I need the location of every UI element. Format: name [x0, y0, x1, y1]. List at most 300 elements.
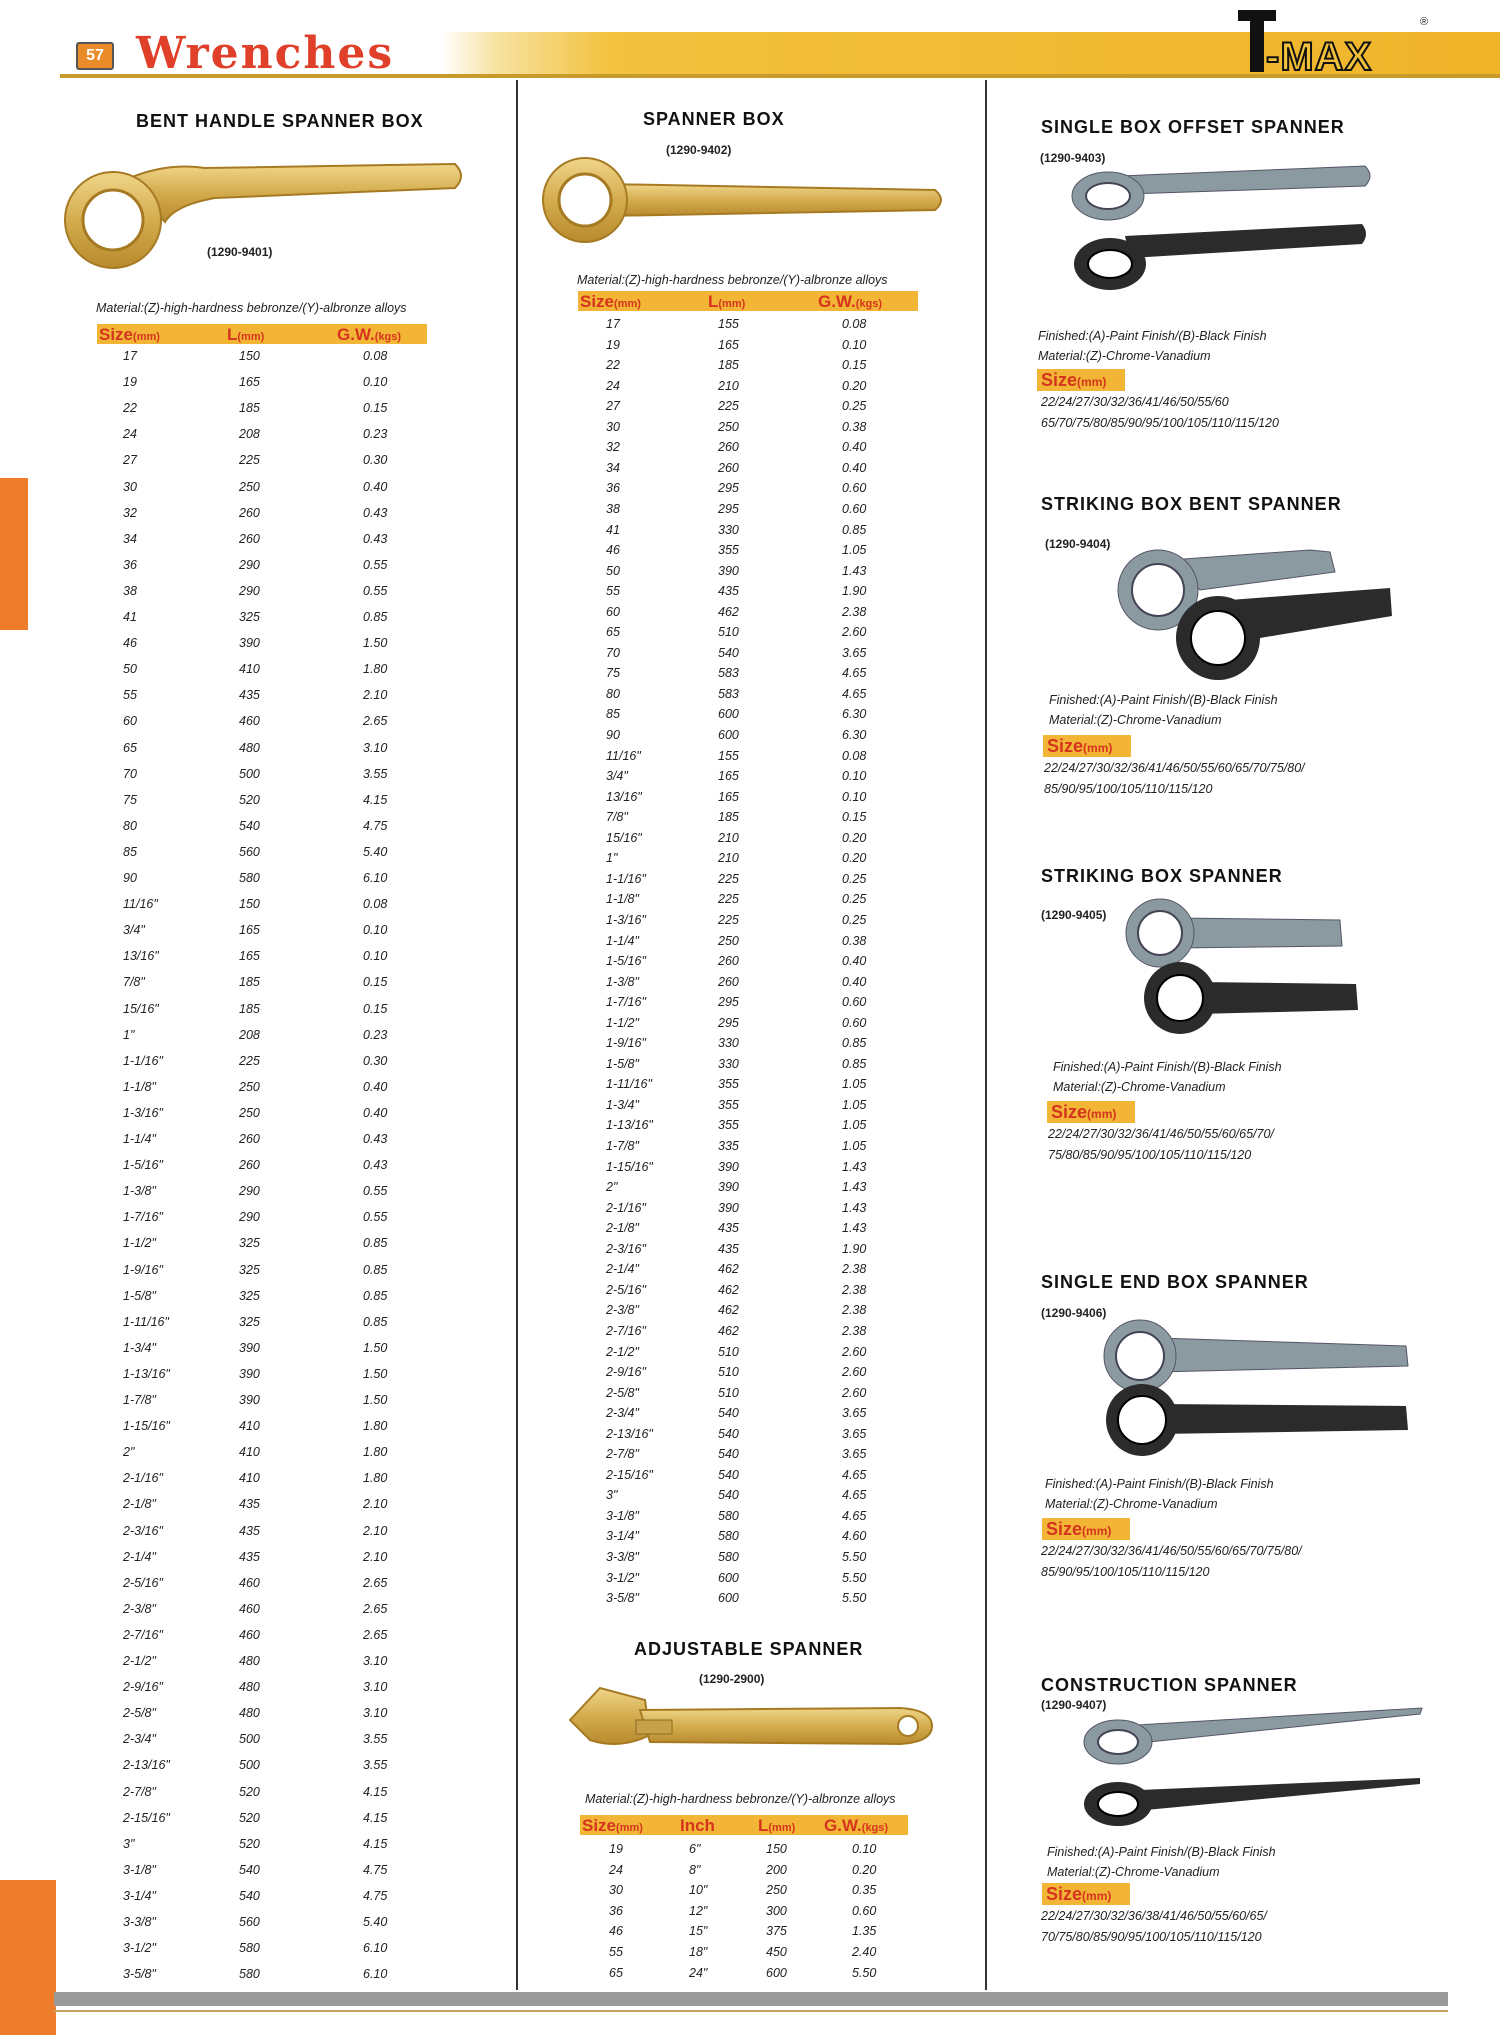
table-cell: 2-7/8" — [123, 1784, 156, 1799]
spanner-box-table-header — [578, 291, 918, 311]
table-cell: 4.60 — [842, 1529, 867, 1544]
table-cell: 0.20 — [852, 1862, 877, 1877]
table-cell: 3.55 — [363, 1732, 388, 1747]
table-cell: 0.40 — [842, 974, 867, 989]
table-cell: 150 — [239, 897, 260, 912]
construction-size-header: Size(mm) — [1042, 1883, 1130, 1905]
table-cell: 1-9/16" — [606, 1036, 646, 1051]
col-length-header: L(mm) — [227, 325, 265, 344]
table-cell: 2.65 — [363, 1627, 388, 1642]
table-cell: 85 — [606, 707, 620, 722]
table-cell: 600 — [718, 728, 739, 742]
table-cell: 1-3/4" — [606, 1097, 639, 1112]
table-cell: 520 — [239, 1810, 260, 1825]
striking-bent-title: STRIKING BOX BENT SPANNER — [1041, 494, 1342, 514]
table-cell: 0.30 — [363, 1053, 388, 1068]
col-weight-header: G.W.(kgs) — [818, 292, 883, 311]
table-cell: 1" — [123, 1027, 135, 1042]
table-cell: 1-1/4" — [606, 933, 639, 948]
table-cell: 1.90 — [842, 584, 867, 599]
table-cell: 0.85 — [363, 1236, 388, 1251]
table-cell: 4.15 — [363, 1784, 388, 1799]
table-cell: 1.80 — [363, 662, 388, 677]
table-cell: 15" — [689, 1924, 708, 1939]
bent-handle-table-header — [97, 324, 427, 344]
table-cell: 600 — [718, 707, 739, 722]
table-cell: 540 — [718, 1426, 739, 1441]
table-cell: 0.10 — [363, 949, 388, 964]
table-cell: 225 — [718, 871, 739, 886]
col-length-header: L(mm) — [708, 292, 746, 311]
table-cell: 0.55 — [363, 583, 388, 598]
table-cell: 520 — [239, 1836, 260, 1851]
table-cell: 580 — [239, 1967, 260, 1982]
table-cell: 1.05 — [842, 1139, 867, 1153]
table-cell: 462 — [718, 1303, 739, 1318]
striking-box-material: Material:(Z)-Chrome-Vanadium — [1053, 1080, 1226, 1094]
offset-spanner-material: Material:(Z)-Chrome-Vanadium — [1038, 349, 1211, 363]
table-cell: 3" — [123, 1836, 135, 1851]
table-cell: 4.15 — [363, 1836, 388, 1851]
table-cell: 0.55 — [363, 557, 388, 572]
table-cell: 0.15 — [363, 1001, 388, 1016]
table-cell: 355 — [718, 1077, 739, 1092]
table-cell: 36 — [606, 481, 620, 496]
footer-rule — [54, 2010, 1448, 2012]
table-cell: 0.20 — [842, 378, 867, 393]
table-cell: 27 — [123, 453, 137, 468]
offset-spanner-title: SINGLE BOX OFFSET SPANNER — [1041, 117, 1345, 137]
table-cell: 460 — [239, 1575, 260, 1590]
table-cell: 0.55 — [363, 1210, 388, 1225]
table-cell: 1.50 — [363, 636, 388, 651]
table-cell: 2-1/2" — [606, 1344, 639, 1359]
table-cell: 22 — [606, 358, 620, 373]
table-cell: 1-3/16" — [606, 912, 646, 927]
adjustable-table-header — [580, 1815, 908, 1835]
table-cell: 2.65 — [363, 1575, 388, 1590]
table-cell: 500 — [239, 766, 260, 781]
table-cell: 580 — [239, 1941, 260, 1956]
table-cell: 300 — [766, 1903, 787, 1918]
table-cell: 55 — [123, 688, 137, 703]
table-cell: 75 — [606, 666, 620, 681]
bent-handle-wrench-image — [55, 150, 465, 260]
table-cell: 520 — [239, 1784, 260, 1799]
construction-material: Material:(Z)-Chrome-Vanadium — [1047, 1865, 1220, 1879]
table-cell: 165 — [239, 923, 260, 938]
table-cell: 24 — [609, 1862, 623, 1877]
bent-handle-code: (1290-9401) — [207, 245, 273, 259]
table-cell: 0.30 — [363, 453, 388, 468]
table-cell: 0.10 — [842, 337, 867, 352]
construction-finish: Finished:(A)-Paint Finish/(B)-Black Finish — [1047, 1845, 1276, 1859]
table-cell: 0.40 — [842, 440, 867, 455]
table-cell: 560 — [239, 844, 260, 859]
table-cell: 6.10 — [363, 871, 388, 885]
table-cell: 500 — [239, 1732, 260, 1747]
table-cell: 0.25 — [842, 912, 867, 927]
table-cell: 510 — [718, 625, 739, 640]
column-divider-2 — [985, 80, 987, 1990]
registered-mark: ® — [1420, 16, 1429, 28]
table-cell: 410 — [239, 662, 260, 677]
table-cell: 17 — [123, 349, 137, 363]
construction-title: CONSTRUCTION SPANNER — [1041, 1675, 1298, 1695]
table-cell: 510 — [718, 1365, 739, 1380]
table-cell: 3-1/2" — [123, 1941, 156, 1956]
table-cell: 460 — [239, 1601, 260, 1616]
table-cell: 3-1/4" — [606, 1529, 639, 1544]
table-cell: 1.05 — [842, 1097, 867, 1112]
table-cell: 2-5/8" — [123, 1706, 156, 1721]
table-cell: 4.15 — [363, 792, 388, 807]
table-cell: 0.15 — [842, 358, 867, 373]
table-cell: 165 — [718, 337, 739, 352]
table-cell: 4.65 — [842, 1467, 867, 1482]
spanner-box-material: Material:(Z)-high-hardness bebronze/(Y)-albronze alloys — [577, 273, 888, 287]
table-cell: 540 — [718, 1488, 739, 1503]
table-cell: 150 — [239, 349, 260, 363]
table-cell: 10" — [689, 1883, 708, 1898]
table-cell: 24 — [606, 378, 620, 393]
table-cell: 260 — [718, 440, 739, 455]
table-cell: 3.10 — [363, 1654, 388, 1668]
table-cell: 0.55 — [363, 1184, 388, 1199]
table-cell: 65 — [606, 625, 620, 640]
table-cell: 2.60 — [842, 625, 867, 640]
table-cell: 1-5/8" — [606, 1056, 639, 1071]
table-cell: 2.60 — [842, 1385, 867, 1400]
table-cell: 1-5/16" — [123, 1158, 163, 1173]
table-cell: 250 — [239, 1105, 260, 1120]
table-cell: 250 — [718, 419, 739, 434]
table-cell: 0.25 — [842, 871, 867, 886]
striking-bent-material: Material:(Z)-Chrome-Vanadium — [1049, 713, 1222, 727]
table-cell: 12" — [689, 1903, 708, 1918]
table-cell: 1.90 — [842, 1241, 867, 1256]
table-cell: 2-15/16" — [123, 1810, 170, 1825]
table-cell: 0.40 — [363, 1105, 388, 1120]
table-cell: 85 — [123, 844, 137, 859]
table-cell: 2.65 — [363, 714, 388, 729]
sizes-line: 85/90/95/100/105/110/115/120 — [1041, 1565, 1210, 1579]
table-cell: 1-15/16" — [123, 1419, 170, 1434]
table-cell: 1.43 — [842, 1159, 867, 1174]
table-cell: 5.50 — [852, 1965, 877, 1980]
table-cell: 90 — [606, 728, 620, 742]
table-cell: 250 — [766, 1883, 787, 1898]
table-cell: 290 — [239, 1210, 260, 1225]
table-cell: 4.15 — [363, 1810, 388, 1825]
table-cell: 165 — [718, 769, 739, 784]
table-cell: 19 — [123, 375, 137, 390]
table-cell: 208 — [239, 1027, 260, 1042]
table-cell: 583 — [718, 686, 739, 701]
table-cell: 0.85 — [363, 1262, 388, 1277]
table-cell: 355 — [718, 543, 739, 558]
side-marker-bottom — [0, 1880, 56, 2035]
table-cell: 2-1/16" — [123, 1471, 163, 1486]
table-cell: 2-3/4" — [123, 1732, 156, 1747]
table-cell: 2" — [606, 1180, 618, 1195]
table-cell: 3.10 — [363, 1680, 388, 1695]
table-cell: 5.40 — [363, 1915, 388, 1929]
sizes-line: 70/75/80/85/90/95/100/105/110/115/120 — [1041, 1930, 1262, 1944]
table-cell: 6.10 — [363, 1967, 388, 1982]
table-cell: 462 — [718, 1262, 739, 1277]
table-cell: 70 — [123, 766, 137, 781]
table-cell: 155 — [718, 317, 739, 331]
table-cell: 2-1/16" — [606, 1200, 646, 1215]
table-cell: 17 — [606, 317, 620, 331]
table-cell: 225 — [239, 453, 260, 468]
adjustable-wrench-image — [560, 1680, 940, 1780]
table-cell: 3.55 — [363, 1758, 388, 1773]
table-cell: 325 — [239, 1288, 260, 1303]
table-cell: 4.75 — [363, 1862, 388, 1877]
table-cell: 15/16" — [123, 1001, 159, 1016]
table-cell: 34 — [123, 531, 137, 546]
spanner-box-code: (1290-9402) — [666, 143, 732, 157]
table-cell: 38 — [123, 583, 137, 598]
striking-box-image — [1118, 898, 1368, 1048]
table-cell: 1-7/8" — [606, 1139, 639, 1153]
construction-sizes — [1041, 1906, 1267, 1948]
offset-spanner-finish: Finished:(A)-Paint Finish/(B)-Black Finish — [1038, 329, 1267, 343]
construction-code: (1290-9407) — [1041, 1698, 1107, 1712]
table-cell: 7/8" — [123, 975, 145, 990]
table-cell: 41 — [606, 522, 620, 537]
table-cell: 1" — [606, 851, 618, 866]
table-cell: 1.80 — [363, 1445, 388, 1460]
table-cell: 0.10 — [363, 923, 388, 938]
offset-spanner-sizes — [1041, 392, 1279, 434]
table-cell: 330 — [718, 522, 739, 537]
col-size-header: Size(mm) — [582, 1816, 643, 1835]
table-cell: 1-1/2" — [123, 1236, 156, 1251]
table-cell: 355 — [718, 1118, 739, 1133]
table-cell: 6.30 — [842, 707, 867, 722]
adjustable-material: Material:(Z)-high-hardness bebronze/(Y)-albronze alloys — [585, 1792, 896, 1806]
table-cell: 260 — [718, 954, 739, 969]
table-cell: 0.08 — [363, 349, 388, 363]
table-cell: 2-7/8" — [606, 1447, 639, 1462]
table-cell: 2.38 — [842, 1323, 867, 1338]
table-cell: 390 — [239, 636, 260, 651]
table-cell: 6" — [689, 1842, 701, 1856]
table-cell: 185 — [239, 401, 260, 416]
table-cell: 355 — [718, 1097, 739, 1112]
brand-logo — [1226, 8, 1486, 78]
table-cell: 185 — [718, 358, 739, 373]
table-cell: 65 — [123, 740, 137, 755]
table-cell: 2-13/16" — [606, 1426, 653, 1441]
table-cell: 1.05 — [842, 543, 867, 558]
table-cell: 460 — [239, 1627, 260, 1642]
table-cell: 390 — [239, 1393, 260, 1407]
table-cell: 2.38 — [842, 1262, 867, 1277]
table-cell: 155 — [718, 748, 739, 763]
table-cell: 390 — [718, 1159, 739, 1174]
table-cell: 1-3/16" — [123, 1105, 163, 1120]
table-cell: 2-13/16" — [123, 1758, 170, 1773]
table-cell: 1.05 — [842, 1118, 867, 1133]
table-cell: 0.40 — [363, 479, 388, 494]
table-cell: 2.38 — [842, 604, 867, 619]
col-length-header: L(mm) — [758, 1816, 796, 1835]
table-cell: 250 — [239, 1079, 260, 1094]
single-end-image — [1098, 1316, 1418, 1456]
table-cell: 1-3/4" — [123, 1340, 156, 1355]
table-cell: 2.10 — [363, 1523, 388, 1538]
table-cell: 260 — [718, 460, 739, 475]
table-cell: 50 — [606, 563, 620, 578]
table-cell: 2-1/2" — [123, 1654, 156, 1668]
table-cell: 0.08 — [842, 748, 867, 763]
table-cell: 410 — [239, 1419, 260, 1434]
table-cell: 0.23 — [363, 1027, 388, 1042]
striking-box-finish: Finished:(A)-Paint Finish/(B)-Black Finish — [1053, 1060, 1282, 1074]
table-cell: 290 — [239, 1184, 260, 1199]
table-cell: 27 — [606, 399, 620, 414]
table-cell: 2.60 — [842, 1344, 867, 1359]
table-cell: 0.38 — [842, 419, 867, 434]
table-cell: 480 — [239, 1706, 260, 1721]
table-cell: 0.08 — [363, 897, 388, 912]
table-cell: 0.43 — [363, 531, 388, 546]
sizes-line: 75/80/85/90/95/100/105/110/115/120 — [1048, 1148, 1252, 1162]
table-cell: 540 — [239, 1888, 260, 1903]
table-cell: 0.38 — [842, 933, 867, 948]
table-cell: 540 — [718, 1467, 739, 1482]
table-cell: 1-1/16" — [123, 1053, 163, 1068]
table-cell: 540 — [718, 645, 739, 660]
table-cell: 3-3/8" — [606, 1550, 639, 1564]
table-cell: 18" — [689, 1945, 708, 1959]
table-cell: 13/16" — [123, 949, 159, 964]
table-cell: 5.50 — [842, 1550, 867, 1564]
table-cell: 410 — [239, 1445, 260, 1460]
table-cell: 3-5/8" — [123, 1967, 156, 1982]
col-size-header: Size(mm) — [580, 292, 641, 311]
table-cell: 30 — [606, 419, 620, 434]
offset-spanner-size-header: Size(mm) — [1037, 369, 1125, 391]
table-cell: 46 — [609, 1924, 623, 1939]
table-cell: 0.85 — [363, 1288, 388, 1303]
table-cell: 210 — [718, 851, 739, 866]
table-cell: 0.60 — [842, 995, 867, 1010]
table-cell: 0.20 — [842, 851, 867, 866]
table-cell: 580 — [718, 1508, 739, 1523]
table-cell: 0.43 — [363, 1158, 388, 1173]
table-cell: 50 — [123, 662, 137, 677]
table-cell: 600 — [718, 1570, 739, 1585]
table-cell: 55 — [609, 1945, 623, 1959]
striking-bent-code: (1290-9404) — [1045, 537, 1111, 551]
table-cell: 225 — [718, 399, 739, 414]
table-cell: 3/4" — [606, 769, 628, 784]
table-cell: 225 — [718, 912, 739, 927]
adjustable-code: (1290-2900) — [699, 1672, 765, 1686]
table-cell: 600 — [766, 1965, 787, 1980]
table-cell: 60 — [123, 714, 137, 729]
table-cell: 6.30 — [842, 728, 867, 742]
table-cell: 390 — [239, 1340, 260, 1355]
table-cell: 2-5/16" — [606, 1282, 646, 1297]
table-cell: 0.15 — [363, 401, 388, 416]
table-cell: 0.40 — [842, 460, 867, 475]
table-cell: 46 — [606, 543, 620, 558]
side-marker-top — [0, 478, 28, 630]
table-cell: 1-11/16" — [123, 1314, 169, 1329]
table-cell: 1.43 — [842, 1200, 867, 1215]
table-cell: 260 — [239, 531, 260, 546]
table-cell: 3.65 — [842, 1426, 867, 1441]
brand-logo-graphic — [1226, 8, 1486, 78]
table-cell: 2-3/4" — [606, 1406, 639, 1421]
table-cell: 500 — [239, 1758, 260, 1773]
table-cell: 1.43 — [842, 563, 867, 578]
col-weight-header: G.W.(kgs) — [337, 325, 402, 344]
table-cell: 460 — [239, 714, 260, 729]
single-end-material: Material:(Z)-Chrome-Vanadium — [1045, 1497, 1218, 1511]
table-cell: 325 — [239, 1236, 260, 1251]
offset-spanner-code: (1290-9403) — [1040, 151, 1106, 165]
table-cell: 560 — [239, 1915, 260, 1929]
table-cell: 3.65 — [842, 645, 867, 660]
table-cell: 0.85 — [842, 1036, 867, 1051]
table-cell: 1.50 — [363, 1366, 388, 1381]
table-cell: 580 — [718, 1529, 739, 1544]
table-cell: 4.65 — [842, 666, 867, 681]
table-cell: 0.08 — [842, 317, 867, 331]
table-cell: 24" — [689, 1965, 708, 1980]
table-cell: 1.05 — [842, 1077, 867, 1092]
table-cell: 36 — [123, 557, 137, 572]
table-cell: 435 — [718, 584, 739, 599]
table-cell: 90 — [123, 871, 137, 885]
table-cell: 250 — [239, 479, 260, 494]
table-cell: 1-13/16" — [606, 1118, 653, 1133]
table-cell: 1-15/16" — [606, 1159, 653, 1174]
table-cell: 22 — [123, 401, 137, 416]
table-cell: 3.65 — [842, 1406, 867, 1421]
table-cell: 165 — [718, 789, 739, 804]
table-cell: 0.15 — [363, 975, 388, 990]
table-cell: 3-1/8" — [606, 1508, 639, 1523]
table-cell: 185 — [239, 975, 260, 990]
table-cell: 0.25 — [842, 892, 867, 907]
table-cell: 510 — [718, 1385, 739, 1400]
table-cell: 3-1/8" — [123, 1862, 156, 1877]
striking-bent-size-header: Size(mm) — [1043, 735, 1131, 757]
table-cell: 185 — [239, 1001, 260, 1016]
table-cell: 80 — [606, 686, 620, 701]
sizes-line: 22/24/27/30/32/36/38/41/46/50/55/60/65/ — [1041, 1909, 1267, 1923]
table-cell: 75 — [123, 792, 137, 807]
table-cell: 1-11/16" — [606, 1077, 652, 1092]
table-cell: 32 — [606, 440, 620, 455]
table-cell: 295 — [718, 995, 739, 1010]
table-cell: 2.10 — [363, 1549, 388, 1564]
table-cell: 200 — [766, 1862, 787, 1877]
col-size-header: Size(mm) — [99, 325, 160, 344]
table-cell: 11/16" — [606, 748, 641, 763]
table-cell: 1-1/16" — [606, 871, 646, 886]
table-cell: 208 — [239, 427, 260, 442]
page-number: 57 — [76, 42, 114, 70]
